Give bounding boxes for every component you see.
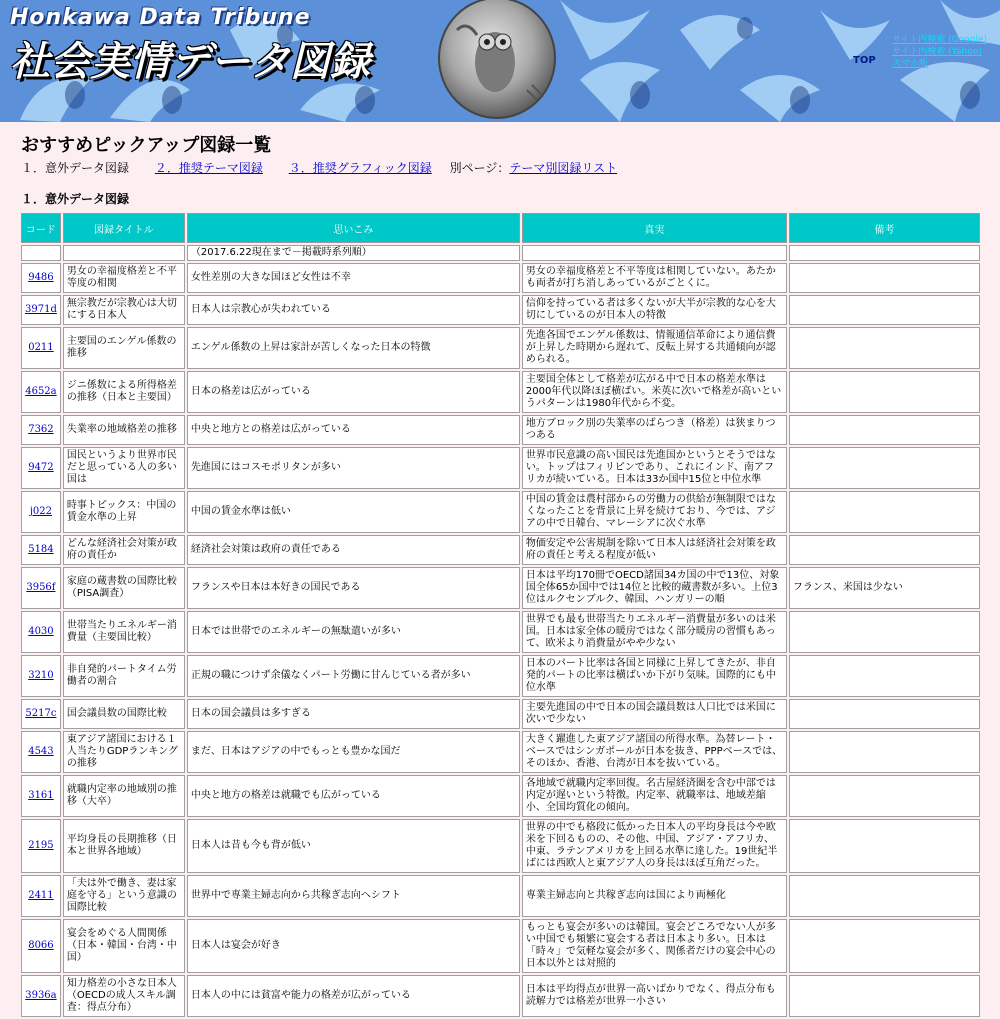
page-title: おすすめピックアップ図録一覧 — [21, 135, 272, 156]
title-cell: 国民というより世界市民だと思っている人の多い国は — [63, 447, 185, 489]
belief-cell: まだ、日本はアジアの中でもっとも豊かな国だ — [187, 731, 520, 773]
note-cell-empty — [21, 245, 61, 261]
truth-cell: 中国の賃金は農村部からの労働力の供給が無制限ではなくなったことを背景に上昇を続けており、今では、アジアの中で日韓台、マレーシアに次ぐ水準 — [522, 491, 787, 533]
truth-cell: もっとも宴会が多いのは韓国。宴会どころでない人が多い中国でも頻繁に宴会する者は日本より多い。日本は「時々」で気軽な宴会が多く、関係者だけの宴会中心の日本以外とは対照的 — [522, 919, 787, 973]
nav-item-surprising: １．意外データ図録 — [21, 161, 130, 175]
truth-cell: 主要先進国の中で日本の国会議員数は人口比では米国に次いで少ない — [522, 699, 787, 729]
belief-cell: 女性差別の大きな国ほど女性は不幸 — [187, 263, 520, 293]
code-link[interactable]: 4652a — [25, 386, 57, 397]
truth-cell: 先進各国でエンゲル係数は、情報通信革命により通信費が上昇した時期から遅れて、反転上昇する共通傾向が認められる。 — [522, 327, 787, 369]
table-body — [21, 245, 980, 1017]
table-row — [21, 731, 980, 773]
belief-cell: 中央と地方の格差は就職でも広がっている — [187, 775, 520, 817]
truth-cell: 信仰を持っている者は多くないが大半が宗教的な心を大切にしているのが日本人の特徴 — [522, 295, 787, 325]
table-row — [21, 567, 980, 609]
belief-cell: 中央と地方との格差は広がっている — [187, 415, 520, 445]
code-link[interactable]: j022 — [29, 506, 53, 517]
title-cell: 就職内定率の地域別の推移（大卒） — [63, 775, 185, 817]
code-cell — [21, 567, 61, 609]
truth-cell: 主要国全体として格差が広がる中で日本の格差水準は2000年代以降ほぼ横ばい。米英に次いで格差が高いというパターンは1980年代から不変。 — [522, 371, 787, 413]
note-cell — [789, 327, 980, 369]
note-cell-empty — [789, 245, 980, 261]
nav-link-recommended-graphics[interactable]: ３．推奨グラフィック図録 — [288, 161, 432, 175]
note-cell — [789, 919, 980, 973]
col-header-notes: 備考 — [789, 213, 980, 243]
table-row — [21, 327, 980, 369]
note-cell — [789, 875, 980, 917]
belief-cell: 日本人は宗教心が失われている — [187, 295, 520, 325]
title-cell: 知力格差の小さな日本人（OECDの成人スキル調査：得点分布） — [63, 975, 185, 1017]
table-row — [21, 295, 980, 325]
belief-cell: 正規の職につけず余儀なくパート労働に甘んじている者が多い — [187, 655, 520, 697]
brand-english-title: Honkawa Data Tribune — [10, 5, 311, 30]
truth-cell: 世界でも最も世帯当たりエネルギー消費量が多いのは米国。日本は家全体の暖房ではなく部分暖房の習慣もあって、欧米より消費量がやや少ない — [522, 611, 787, 653]
truth-cell: 日本は平均得点が世界一高いばかりでなく、得点分布も読解力では格差が世界一小さい — [522, 975, 787, 1017]
note-cell — [789, 535, 980, 565]
col-header-code: コード — [21, 213, 61, 243]
table-row — [21, 819, 980, 873]
code-cell — [21, 655, 61, 697]
code-link[interactable]: 0211 — [28, 342, 54, 353]
code-link[interactable]: 5217c — [25, 708, 57, 719]
main-content — [21, 131, 983, 1019]
table-row — [21, 491, 980, 533]
title-cell: 家庭の蔵書数の国際比較（PISA調査） — [63, 567, 185, 609]
code-link[interactable]: 7362 — [28, 424, 54, 435]
title-cell: 主要国のエンゲル係数の推移 — [63, 327, 185, 369]
code-cell — [21, 447, 61, 489]
code-cell — [21, 731, 61, 773]
title-cell: 国会議員数の国際比較 — [63, 699, 185, 729]
truth-cell: 専業主婦志向と共稼ぎ志向は国により両極化 — [522, 875, 787, 917]
table-row — [21, 611, 980, 653]
mobile-version-link[interactable]: スマホ版 — [892, 59, 928, 69]
belief-cell: フランスや日本は本好きの国民である — [187, 567, 520, 609]
col-header-belief: 思いこみ — [187, 213, 520, 243]
note-cell — [789, 371, 980, 413]
title-cell: 世帯当たりエネルギー消費量（主要国比較） — [63, 611, 185, 653]
belief-cell: 経済社会対策は政府の責任である — [187, 535, 520, 565]
belief-cell: 日本人は宴会が好き — [187, 919, 520, 973]
note-cell — [789, 655, 980, 697]
title-cell: ジニ係数による所得格差の推移（日本と主要国） — [63, 371, 185, 413]
truth-cell: 物価安定や公害規制を除いて日本人は経済社会対策を政府の責任と考える程度が低い — [522, 535, 787, 565]
note-cell — [789, 819, 980, 873]
code-link[interactable]: 4030 — [28, 626, 54, 637]
code-link[interactable]: 9472 — [28, 462, 54, 473]
code-link[interactable]: 3936a — [25, 990, 57, 1001]
nav-link-theme-list[interactable]: テーマ別図録リスト — [509, 161, 618, 175]
note-cell — [789, 415, 980, 445]
title-cell: 無宗教だが宗教心は大切にする日本人 — [63, 295, 185, 325]
header-side-links — [892, 34, 987, 70]
note-cell — [789, 731, 980, 773]
code-link[interactable]: 5184 — [28, 544, 54, 555]
code-cell — [21, 295, 61, 325]
code-link[interactable]: 3161 — [28, 790, 54, 801]
table-row — [21, 371, 980, 413]
col-header-title: 図録タイトル — [63, 213, 185, 243]
code-link[interactable]: 3956f — [26, 582, 56, 593]
truth-cell: 各地域で就職内定率回復。名古屋経済圏を含む中部では内定が遅いという特徴。内定率、就職率は、地域差縮小、全国均質化の傾向。 — [522, 775, 787, 817]
table-row — [21, 699, 980, 729]
truth-cell: 男女の幸福度格差と不平等度は相関していない。あたかも両者が打ち消しあっているがごとくに。 — [522, 263, 787, 293]
note-cell — [789, 263, 980, 293]
title-cell: 失業率の地域格差の推移 — [63, 415, 185, 445]
code-link[interactable]: 9486 — [28, 272, 54, 283]
surprising-data-table — [19, 211, 982, 1019]
title-cell: 東アジア諸国における１人当たりGDPランキングの推移 — [63, 731, 185, 773]
table-row — [21, 415, 980, 445]
code-link[interactable]: 4543 — [28, 746, 54, 757]
belief-cell: 日本では世帯でのエネルギーの無駄遣いが多い — [187, 611, 520, 653]
belief-cell: 世界中で専業主婦志向から共稼ぎ志向へシフト — [187, 875, 520, 917]
col-header-truth: 真実 — [522, 213, 787, 243]
note-cell — [789, 447, 980, 489]
title-cell: 平均身長の長期推移（日本と世界各地域） — [63, 819, 185, 873]
header-banner — [0, 0, 1000, 122]
owl-coin-logo — [437, 0, 557, 122]
note-cell — [789, 975, 980, 1017]
title-cell: 「夫は外で働き、妻は家庭を守る」という意識の国際比較 — [63, 875, 185, 917]
table-row — [21, 875, 980, 917]
code-link[interactable]: 2411 — [28, 890, 54, 901]
truth-cell: 日本は平均170冊でOECD諸国34カ国の中で13位、対象国全体65か国中では14位と比較的蔵書数が多い。上位3位はルクセンブルク、韓国、ハンガリーの順 — [522, 567, 787, 609]
belief-cell: エンゲル係数の上昇は家計が苦しくなった日本の特徴 — [187, 327, 520, 369]
code-cell — [21, 491, 61, 533]
truth-cell: 世界の中でも格段に低かった日本人の平均身長は今や欧米を下回るものの、その他、中国、アジア・アフリカ、中東、ラテンアメリカを上回る水準に達した。19世紀半ばには西欧人と東アジア人の身長はほぼ互角だった。 — [522, 819, 787, 873]
note-cell — [789, 775, 980, 817]
truth-cell: 地方ブロック別の失業率のばらつき（格差）は狭まりつつある — [522, 415, 787, 445]
table-row — [21, 975, 980, 1017]
code-cell — [21, 611, 61, 653]
note-cell-empty — [522, 245, 787, 261]
belief-cell: 日本人は昔も今も背が低い — [187, 819, 520, 873]
table-note: （2017.6.22現在まで－掲載時系列順） — [187, 245, 520, 261]
top-link[interactable]: TOP — [853, 55, 876, 66]
code-cell — [21, 819, 61, 873]
table-row — [21, 655, 980, 697]
code-cell — [21, 775, 61, 817]
table-note-row — [21, 245, 980, 261]
code-cell — [21, 371, 61, 413]
title-cell: 宴会をめぐる人間関係（日本・韓国・台湾・中国） — [63, 919, 185, 973]
belief-cell: 日本の格差は広がっている — [187, 371, 520, 413]
code-cell — [21, 535, 61, 565]
code-link[interactable]: 8066 — [28, 940, 54, 951]
site-search-yahoo-link[interactable]: サイト内検索 (Yahoo) — [892, 47, 982, 57]
belief-cell: 先進国にはコスモポリタンが多い — [187, 447, 520, 489]
title-cell: 男女の幸福度格差と不平等度の相関 — [63, 263, 185, 293]
table-row — [21, 919, 980, 973]
code-cell — [21, 975, 61, 1017]
code-link[interactable]: 3971d — [25, 304, 57, 315]
note-cell-empty — [63, 245, 185, 261]
belief-cell: 中国の賃金水準は低い — [187, 491, 520, 533]
truth-cell: 日本のパート比率は各国と同様に上昇してきたが、非自発的パートの比率は横ばいか下がり気味。国際的にも中位水準 — [522, 655, 787, 697]
title-cell: 時事トピックス：中国の賃金水準の上昇 — [63, 491, 185, 533]
table-row — [21, 263, 980, 293]
code-cell — [21, 875, 61, 917]
code-link[interactable]: 3210 — [28, 670, 54, 681]
truth-cell: 大きく躍進した東アジア諸国の所得水準。為替レート・ベースではシンガポールが日本を抜き、PPPベースでは、そのほか、香港、台湾が日本を抜いている。 — [522, 731, 787, 773]
belief-cell: 日本人の中には貧富や能力の格差が広がっている — [187, 975, 520, 1017]
section-nav — [21, 159, 983, 176]
table-row — [21, 535, 980, 565]
note-cell — [789, 699, 980, 729]
code-cell — [21, 699, 61, 729]
belief-cell: 日本の国会議員は多すぎる — [187, 699, 520, 729]
nav-other-prefix: 別ページ： — [449, 161, 510, 175]
note-cell — [789, 491, 980, 533]
table-row — [21, 447, 980, 489]
note-cell: フランス、米国は少ない — [789, 567, 980, 609]
brand-japanese-title: 社会実情データ図録 — [10, 39, 370, 85]
truth-cell: 世界市民意識の高い国民は先進国かというとそうではない。トップはフィリピンであり、これにインド、南アフリカが続いている。日本は33か国中15位と中位水準 — [522, 447, 787, 489]
site-search-google-link[interactable]: サイト内検索 (Google) — [892, 35, 987, 45]
code-link[interactable]: 2195 — [28, 840, 54, 851]
code-cell — [21, 263, 61, 293]
section-title: １．意外データ図録 — [21, 192, 130, 206]
title-cell: どんな経済社会対策が政府の責任か — [63, 535, 185, 565]
table-header-row — [21, 213, 980, 243]
code-cell — [21, 415, 61, 445]
nav-link-recommended-themes[interactable]: ２．推奨テーマ図録 — [154, 161, 263, 175]
note-cell — [789, 611, 980, 653]
note-cell — [789, 295, 980, 325]
code-cell — [21, 919, 61, 973]
table-row — [21, 775, 980, 817]
title-cell: 非自発的パートタイム労働者の割合 — [63, 655, 185, 697]
code-cell — [21, 327, 61, 369]
